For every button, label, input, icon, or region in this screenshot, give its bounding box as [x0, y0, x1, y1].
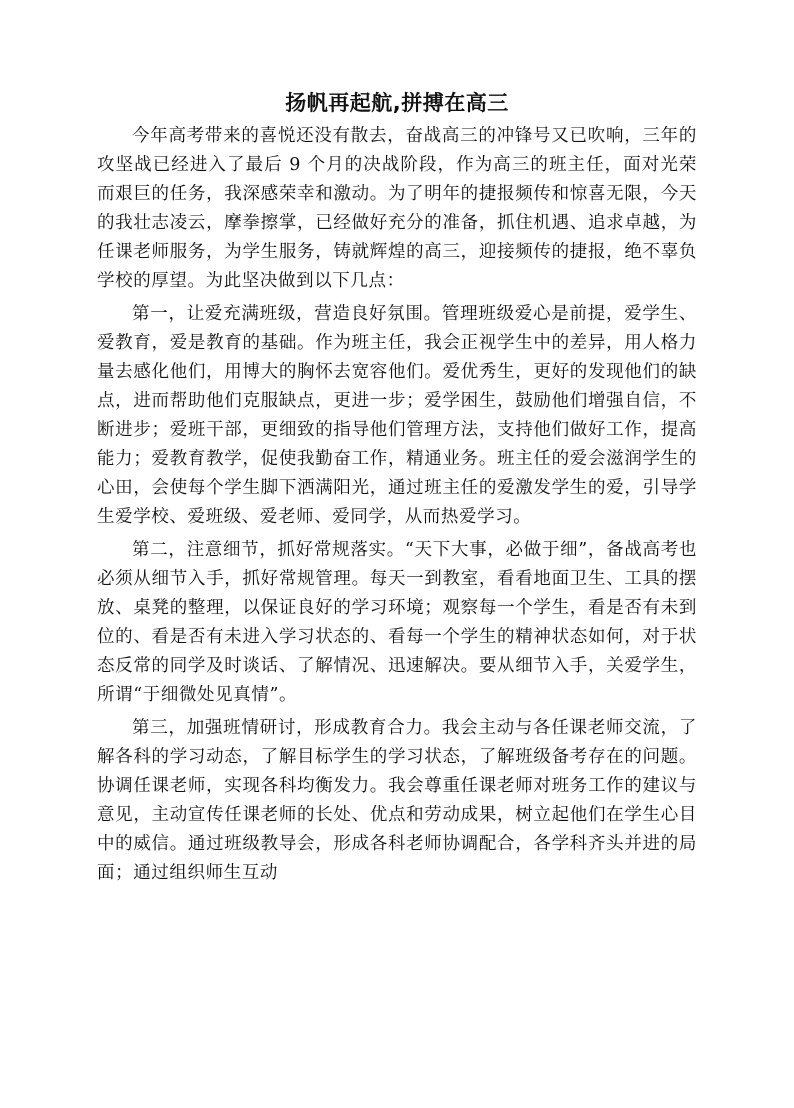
paragraph-point-1: 第一，让爱充满班级，营造良好氛围。管理班级爱心是前提，爱学生、爱教育，爱是教育的基础。作为班主任，我会正视学生中的差异，用人格力量去感化他们，用博大的胸怀去宽容他们。爱优秀生，更好的发现他们的缺点，进而帮助他们克服缺点，更进一步；爱学困生，鼓励他们增强自信，不断进步；爱班干部，更细致的指导他们管理方法，支持他们做好工作，提高能力；爱教育教学，促使我勤奋工作，精通业务。班主任的爱会滋润学生的心田，会使每个学生脚下洒满阳光，通过班主任的爱激发学生的爱，引导学生爱学校、爱班级、爱老师、爱同学，从而热爱学习。 [97, 304, 697, 527]
paragraph-point-3: 第三，加强班情研讨，形成教育合力。我会主动与各任课老师交流，了解各科的学习动态，了解目标学生的学习状态，了解班级备考存在的问题。协调任课老师，实现各科均衡发力。我会尊重任课老师对班务工作的建议与意见，主动宣传任课老师的长处、优点和劳动成果，树立起他们在学生心目中的威信。通过班级教导会，形成各科老师协调配合，各学科齐头并进的局面；通过组织师生互动 [97, 718, 697, 883]
paragraph-point-2: 第二，注意细节，抓好常规落实。“天下大事，必做于细”，备战高考也必须从细节入手，抓好常规管理。每天一到教室，看看地面卫生、工具的摆放、桌凳的整理，以保证良好的学习环境；观察每一个学生，看是否有未到位的、看是否有未进入学习状态的、看每一个学生的精神状态如何，对于状态反常的同学及时谈话、了解情况、迅速解决。要从细节入手，关爱学生，所谓“于细微处见真情”。 [97, 540, 697, 705]
page-title: 扬帆再起航,拼搏在高三 [285, 91, 509, 115]
document-body [97, 122, 697, 892]
paragraph-intro: 今年高考带来的喜悦还没有散去，奋战高三的冲锋号又已吹响，三年的攻坚战已经进入了最后 9 个月的决战阶段，作为高三的班主任，面对光荣而艰巨的任务，我深感荣幸和激动。为了明年的捷报频传和惊喜无限，今天的我壮志凌云，摩拳擦掌，已经做好充分的准备，抓住机遇、追求卓越，为任课老师服务，为学生服务，铸就辉煌的高三，迎接频传的捷报，绝不辜负学校的厚望。为此坚决做到以下几点： [97, 126, 697, 291]
